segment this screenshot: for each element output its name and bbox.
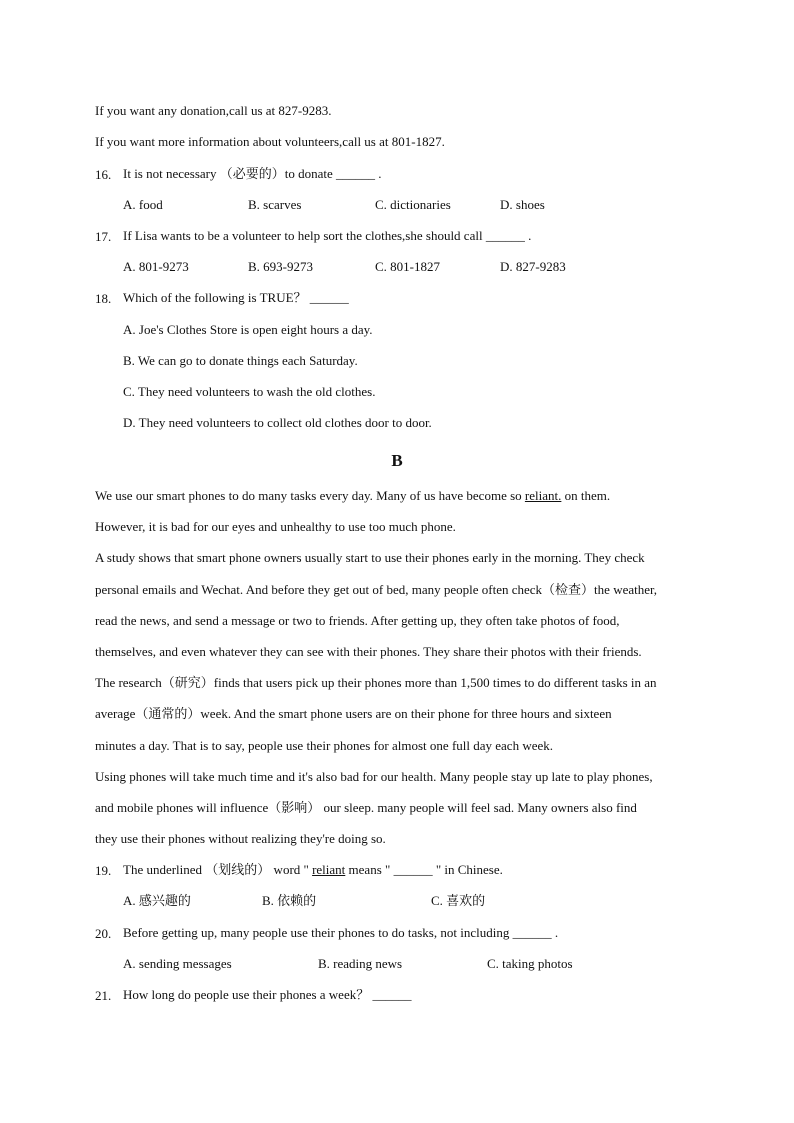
passage-text: on them. (561, 488, 611, 503)
option-a[interactable]: A. 801-9273 (123, 259, 189, 274)
question-number: 16. (95, 167, 112, 182)
question-number: 19. (95, 863, 112, 878)
question-number: 21. (95, 988, 112, 1003)
option-a[interactable]: A. Joe's Clothes Store is open eight hours a day. (123, 322, 373, 337)
option-a[interactable]: A. sending messages (123, 956, 232, 971)
passage-line: they use their phones without realizing they're doing so. (95, 831, 386, 846)
passage-line: and mobile phones will influence（影响） our sleep. many people will feel sad. Many owners also find (95, 800, 637, 815)
option-b[interactable]: B. scarves (248, 197, 302, 212)
passage-line-1 (95, 488, 610, 504)
option-a[interactable]: A. food (123, 197, 163, 212)
passage-line: average（通常的）week. And the smart phone users are on their phone for three hours and sixteen (95, 706, 612, 721)
option-c[interactable]: C. They need volunteers to wash the old clothes. (123, 384, 376, 399)
option-b[interactable]: B. 693-9273 (248, 259, 313, 274)
option-c[interactable]: C. taking photos (487, 956, 573, 971)
question-stem: Before getting up, many people use their phones to do tasks, not including ______ . (123, 925, 559, 940)
option-c[interactable]: C. dictionaries (375, 197, 451, 212)
passage-text: We use our smart phones to do many tasks every day. Many of us have become so (95, 488, 525, 503)
question-stem (123, 862, 503, 878)
intro-line-1: If you want any donation,call us at 827-9283. (95, 103, 332, 118)
passage-line: Using phones will take much time and it's also bad for our health. Many people stay up late to play phones, (95, 769, 653, 784)
option-d[interactable]: D. They need volunteers to collect old clothes door to door. (123, 415, 432, 430)
option-b[interactable]: B. reading news (318, 956, 403, 971)
stem-text: means " ______ " in Chinese. (345, 862, 503, 877)
option-b[interactable]: B. We can go to donate things each Saturday. (123, 353, 358, 368)
option-d[interactable]: D. 827-9283 (500, 259, 566, 274)
stem-text: The underlined （划线的） word " (123, 862, 313, 877)
question-stem: It is not necessary （必要的）to donate ______ . (123, 166, 382, 181)
question-number: 20. (95, 926, 112, 941)
option-a[interactable]: A. 感兴趣的 (123, 893, 191, 908)
section-heading: B (391, 451, 403, 470)
option-b[interactable]: B. 依赖的 (262, 893, 317, 908)
passage-line: personal emails and Wechat. And before they get out of bed, many people often check（检查）the weather, (95, 582, 658, 597)
question-number: 18. (95, 291, 112, 306)
passage-line: A study shows that smart phone owners usually start to use their phones early in the morning. They check (95, 550, 645, 565)
intro-line-2: If you want more information about volunteers,call us at 801-1827. (95, 134, 445, 149)
passage-line: However, it is bad for our eyes and unhealthy to use too much phone. (95, 519, 456, 534)
option-c[interactable]: C. 喜欢的 (431, 893, 486, 908)
question-number: 17. (95, 229, 112, 244)
option-c[interactable]: C. 801-1827 (375, 259, 440, 274)
underlined-word: reliant (312, 862, 346, 877)
question-stem: If Lisa wants to be a volunteer to help sort the clothes,she should call ______ . (123, 228, 532, 243)
passage-line: read the news, and send a message or two to friends. After getting up, they often take photos of food, (95, 613, 620, 628)
passage-line: themselves, and even whatever they can see with their phones. They share their photos with their friends. (95, 644, 642, 659)
passage-line: minutes a day. That is to say, people use their phones for almost one full day each week. (95, 738, 554, 753)
question-stem: Which of the following is TRUE？ ______ (123, 290, 349, 305)
passage-line: The research（研究）finds that users pick up their phones more than 1,500 times to do different tasks in an (95, 675, 657, 690)
question-stem: How long do people use their phones a week？ ______ (123, 987, 412, 1002)
option-d[interactable]: D. shoes (500, 197, 545, 212)
underlined-word: reliant. (524, 488, 562, 503)
